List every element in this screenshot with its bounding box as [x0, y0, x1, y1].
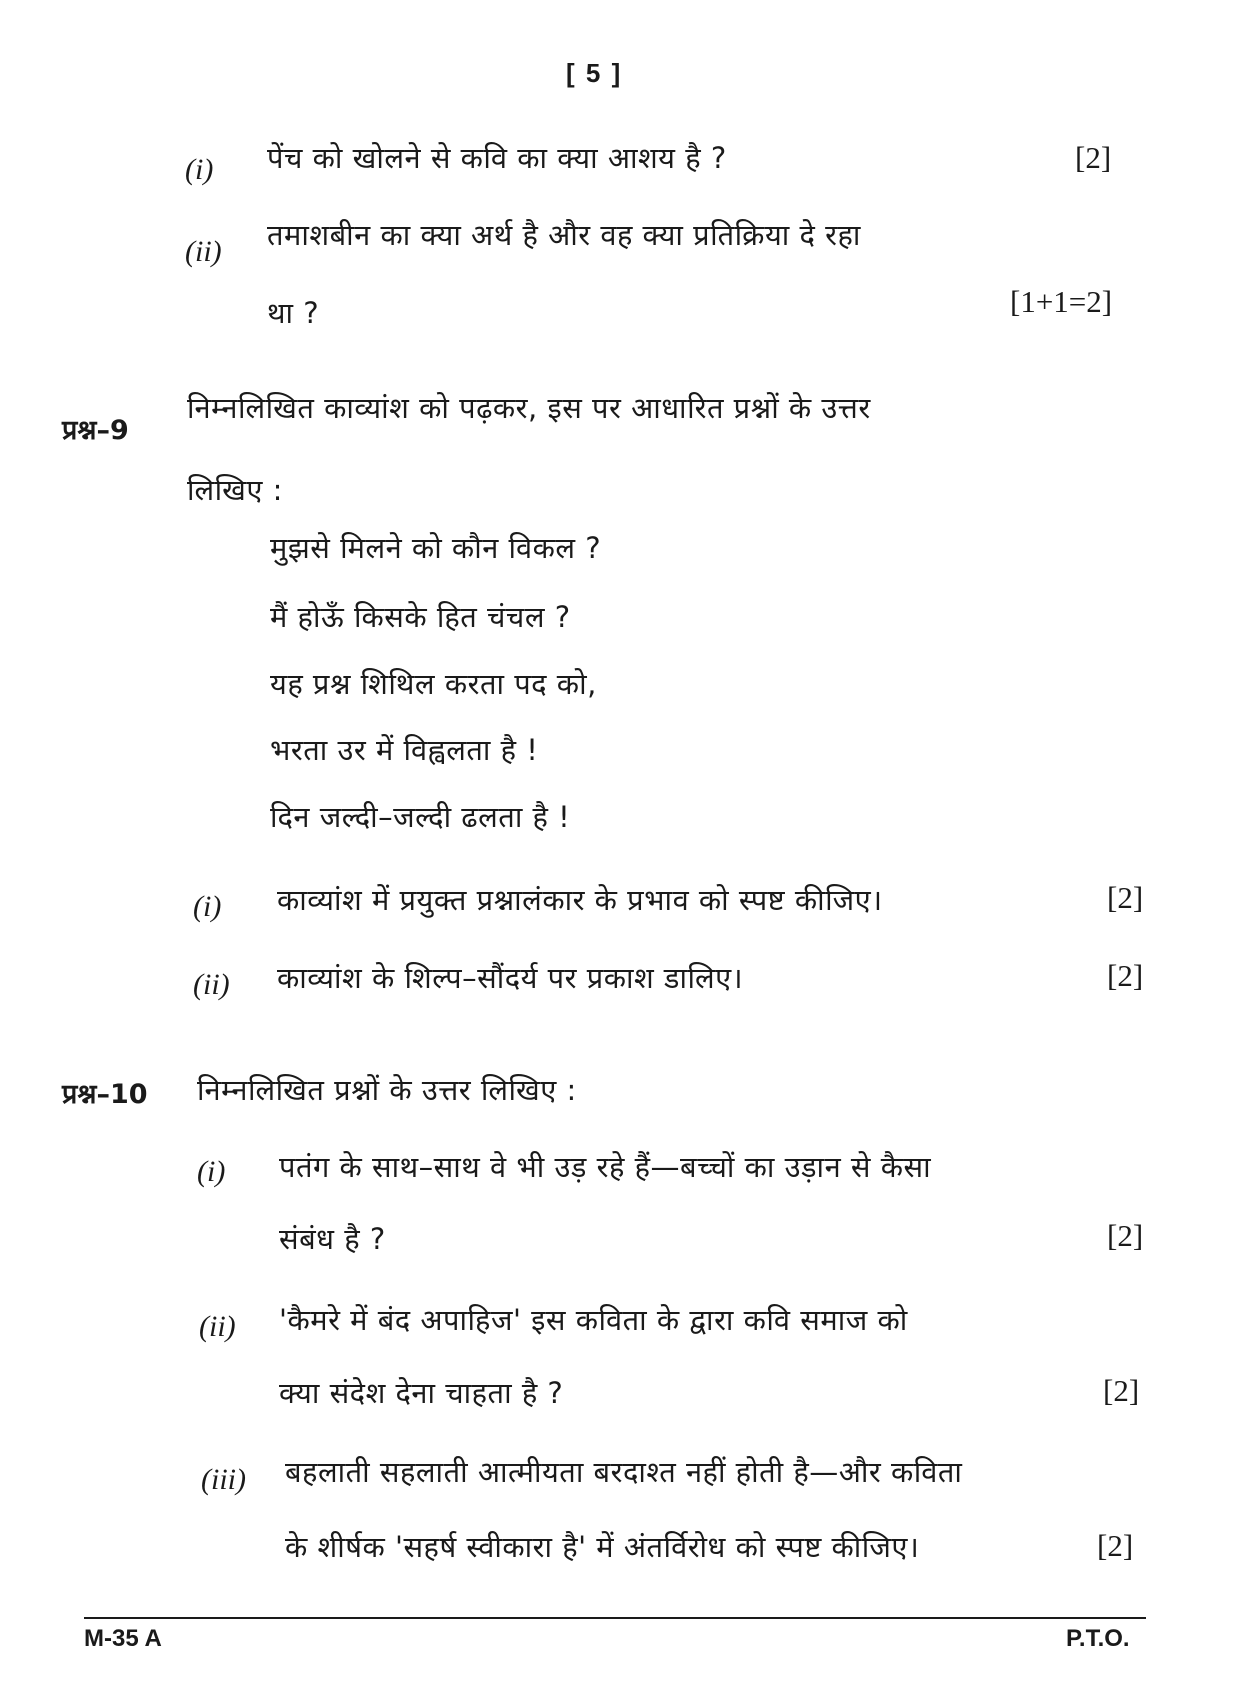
question-text: था ?: [267, 296, 320, 330]
marks: [2]: [1107, 958, 1144, 993]
question-text: पतंग के साथ–साथ वे भी उड़ रहे हैं—बच्चों का उड़ान से कैसा: [279, 1150, 932, 1184]
marks: [2]: [1103, 1373, 1140, 1408]
question-instruction: लिखिए :: [187, 473, 283, 507]
item-number: (ii): [185, 235, 222, 268]
pto-label: P.T.O.: [1066, 1625, 1130, 1652]
question-text: काव्यांश के शिल्प–सौंदर्य पर प्रकाश डालिए।: [277, 961, 744, 995]
page-number: [ 5 ]: [566, 58, 623, 88]
question-text: के शीर्षक 'सहर्ष स्वीकारा है' में अंतर्विरोध को स्पष्ट कीजिए।: [285, 1530, 920, 1564]
item-number: (i): [185, 153, 214, 186]
poem-line: भरता उर में विह्वलता है !: [270, 733, 539, 767]
question-instruction: निम्नलिखित प्रश्नों के उत्तर लिखिए :: [197, 1073, 577, 1107]
item-number: (ii): [199, 1310, 236, 1343]
question-text: बहलाती सहलाती आत्मीयता बरदाश्त नहीं होती है—और कविता: [285, 1455, 963, 1489]
item-number: (i): [197, 1155, 226, 1188]
marks: [2]: [1107, 880, 1144, 915]
poem-line: मुझसे मिलने को कौन विकल ?: [270, 531, 602, 565]
question-text: क्या संदेश देना चाहता है ?: [279, 1376, 564, 1410]
question-text: 'कैमरे में बंद अपाहिज' इस कविता के द्वारा कवि समाज को: [279, 1303, 908, 1337]
question-label: प्रश्न–10: [62, 1079, 148, 1110]
question-instruction: निम्नलिखित काव्यांश को पढ़कर, इस पर आधारित प्रश्नों के उत्तर: [187, 391, 871, 425]
item-number: (iii): [201, 1463, 246, 1496]
paper-code: M-35 A: [84, 1625, 162, 1652]
marks: [2]: [1097, 1528, 1134, 1563]
question-text: संबंध है ?: [279, 1222, 386, 1256]
question-text: तमाशबीन का क्या अर्थ है और वह क्या प्रतिक्रिया दे रहा: [267, 218, 861, 252]
question-text: पेंच को खोलने से कवि का क्या आशय है ?: [267, 141, 727, 175]
marks: [2]: [1107, 1218, 1144, 1253]
footer-rule: [84, 1617, 1146, 1619]
poem-line: मैं होऊँ किसके हित चंचल ?: [270, 600, 571, 634]
question-label: प्रश्न–9: [62, 415, 129, 446]
poem-line: यह प्रश्न शिथिल करता पद को,: [270, 667, 597, 701]
question-text: काव्यांश में प्रयुक्त प्रश्नालंकार के प्रभाव को स्पष्ट कीजिए।: [277, 883, 883, 917]
poem-line: दिन जल्दी–जल्दी ढलता है !: [270, 800, 571, 834]
marks: [2]: [1075, 140, 1112, 175]
marks: [1+1=2]: [1010, 284, 1113, 319]
item-number: (i): [193, 890, 222, 923]
item-number: (ii): [193, 968, 230, 1001]
